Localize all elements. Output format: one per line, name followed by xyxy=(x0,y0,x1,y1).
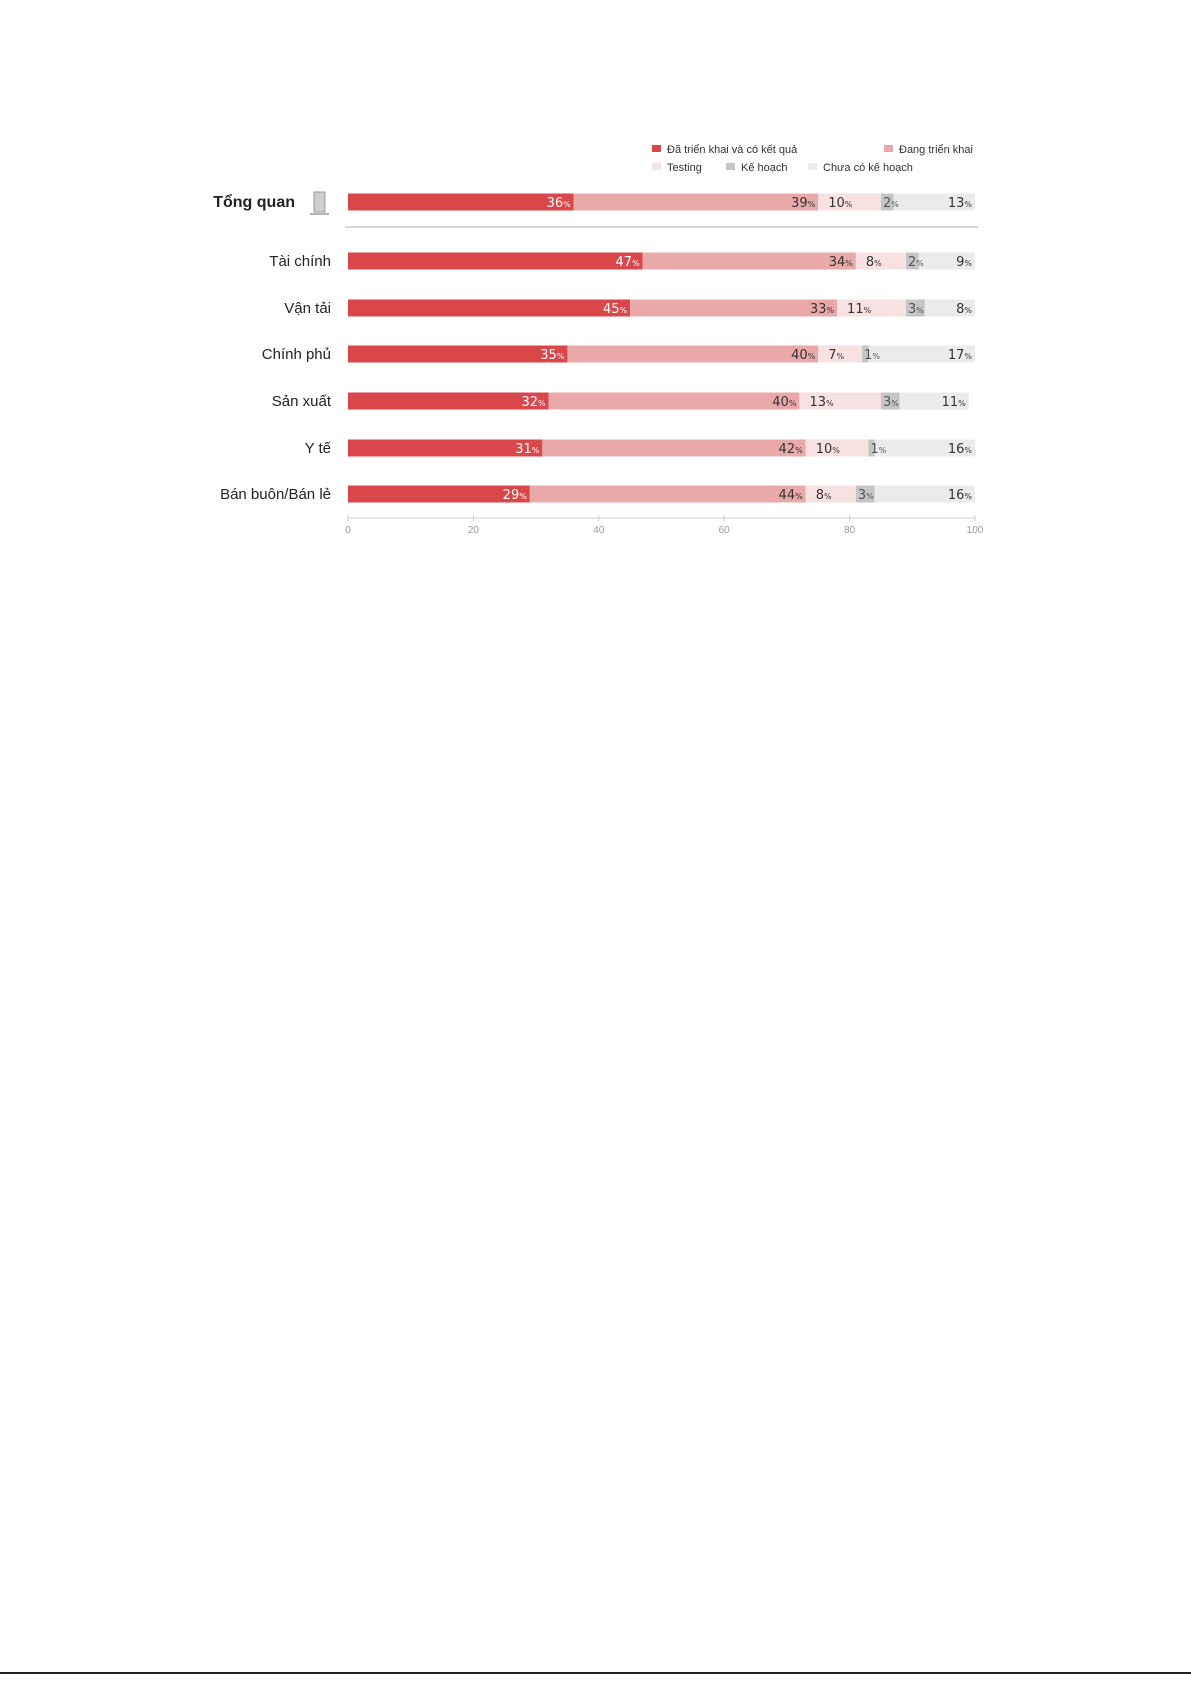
legend-swatch xyxy=(808,163,817,170)
value-label: 36% xyxy=(546,196,571,211)
value-label: 47% xyxy=(615,255,640,270)
x-tick-label: 0 xyxy=(345,525,351,536)
value-label: 33% xyxy=(809,302,835,317)
value-label: 3% xyxy=(857,488,874,503)
bar-segment xyxy=(542,440,805,457)
value-label: 39% xyxy=(791,196,816,211)
category-label: Bán buôn/Bán lẻ xyxy=(220,486,331,503)
value-label: 8% xyxy=(865,255,882,270)
value-label: 7% xyxy=(828,348,845,363)
value-label: 42% xyxy=(778,442,803,457)
value-label: 3% xyxy=(882,395,899,410)
legend-swatch xyxy=(652,163,661,170)
value-label: 40% xyxy=(791,348,816,363)
value-label: 13% xyxy=(947,196,972,211)
value-label: 10% xyxy=(815,442,840,457)
bar-segment xyxy=(348,253,643,270)
category-labels xyxy=(213,192,332,503)
x-tick-label: 20 xyxy=(467,525,479,536)
legend-label: Kế hoạch xyxy=(741,162,788,174)
value-label: 17% xyxy=(947,348,972,363)
x-tick-label: 40 xyxy=(593,525,605,536)
legend-label: Đang triển khai xyxy=(899,144,973,156)
legend-swatch xyxy=(652,145,661,152)
category-label: Y tế xyxy=(304,440,331,457)
bar-segment xyxy=(348,393,549,410)
value-label: 2% xyxy=(882,196,899,211)
value-label: 16% xyxy=(947,488,972,503)
bar-segment xyxy=(643,253,856,270)
bar-segment xyxy=(549,393,800,410)
value-label: 31% xyxy=(515,442,540,457)
category-label: Tổng quan xyxy=(213,194,295,211)
value-label: 44% xyxy=(778,488,803,503)
value-label: 1% xyxy=(870,442,887,457)
value-label: 34% xyxy=(828,255,853,270)
legend xyxy=(652,144,973,174)
bar-segment xyxy=(348,194,574,211)
bar-segment xyxy=(348,300,630,317)
value-label: 32% xyxy=(521,395,546,410)
bar-segment xyxy=(567,346,818,363)
value-label: 8% xyxy=(956,302,972,317)
value-label: 40% xyxy=(772,395,797,410)
value-label: 3% xyxy=(908,302,924,317)
legend-label: Đã triển khai và có kết quả xyxy=(667,144,798,156)
legend-label: Chưa có kế hoạch xyxy=(823,162,913,174)
value-label: 35% xyxy=(540,348,565,363)
bar-segment xyxy=(530,486,806,503)
value-label: 1% xyxy=(864,348,881,363)
page-bottom-rule xyxy=(0,1672,1191,1674)
legend-swatch xyxy=(884,145,893,152)
x-tick-label: 80 xyxy=(844,525,856,536)
legend-swatch xyxy=(726,163,735,170)
x-tick-label: 60 xyxy=(718,525,730,536)
stacked-bar-chart xyxy=(0,0,1191,600)
category-label: Chính phủ xyxy=(261,346,331,363)
bar-segment xyxy=(630,300,837,317)
value-label: 13% xyxy=(809,395,834,410)
bars xyxy=(348,194,975,504)
x-axis xyxy=(345,515,984,536)
value-label: 11% xyxy=(941,395,966,410)
bar-segment xyxy=(574,194,819,211)
bar-segment xyxy=(348,440,542,457)
category-label: Sản xuất xyxy=(271,393,331,410)
value-label: 16% xyxy=(947,442,972,457)
bar-segment xyxy=(348,346,567,363)
value-label: 11% xyxy=(847,302,872,317)
value-label: 29% xyxy=(502,488,527,503)
x-tick-label: 100 xyxy=(966,525,984,536)
value-label: 45% xyxy=(602,302,628,317)
value-label: 9% xyxy=(956,255,972,270)
category-label: Vận tải xyxy=(284,300,331,317)
legend-label: Testing xyxy=(667,162,702,174)
value-label: 2% xyxy=(908,255,924,270)
value-label: 8% xyxy=(815,488,832,503)
overview-icon xyxy=(314,192,325,212)
category-label: Tài chính xyxy=(269,253,331,270)
value-label: 10% xyxy=(828,196,853,211)
